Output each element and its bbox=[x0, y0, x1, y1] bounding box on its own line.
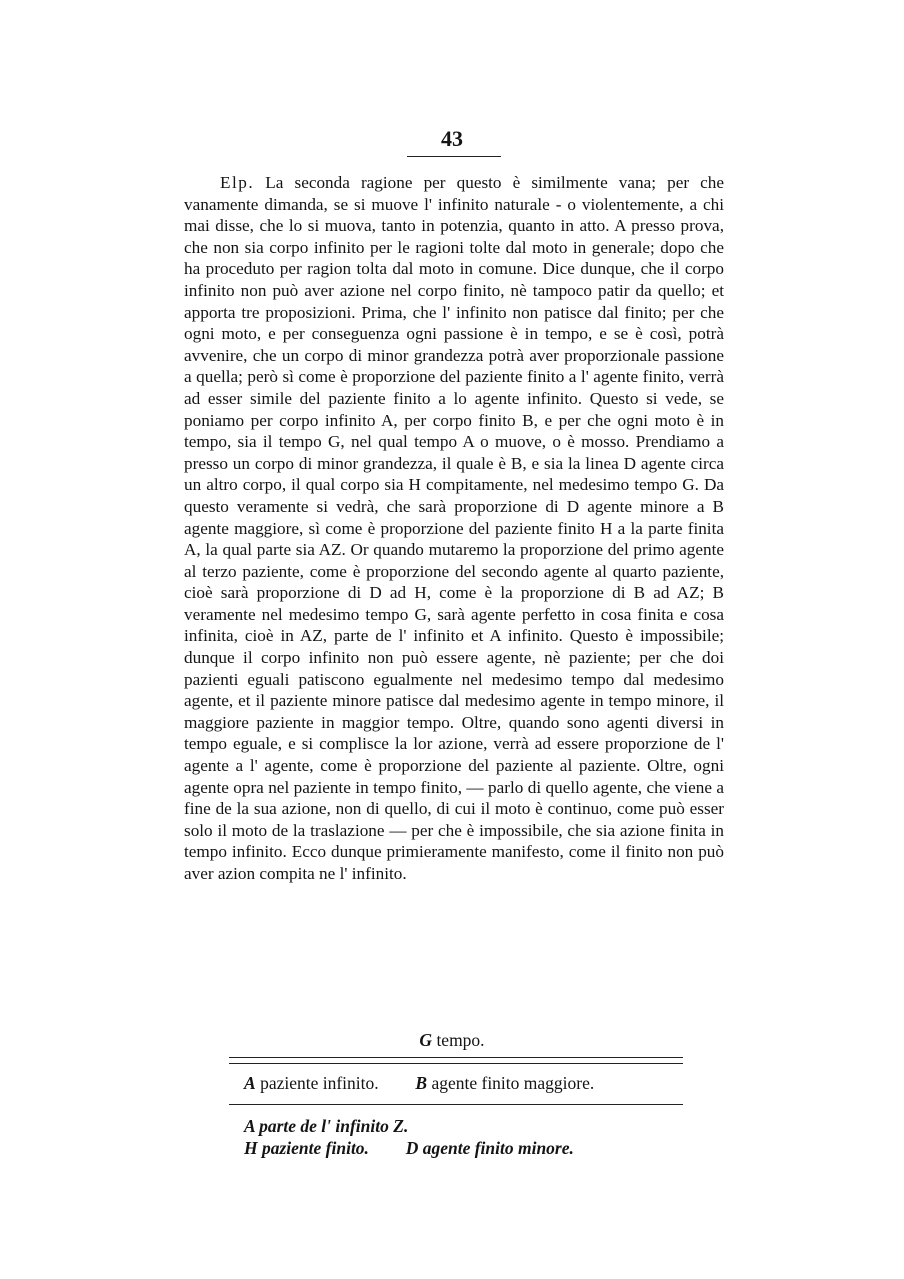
legend-a-letter: A bbox=[244, 1073, 256, 1093]
legend-b-letter: B bbox=[415, 1073, 428, 1093]
figure-row-3 bbox=[244, 1138, 684, 1159]
legend-a-text: paziente infinito. bbox=[260, 1073, 379, 1093]
caption-text: tempo. bbox=[436, 1030, 485, 1050]
figure-rule bbox=[229, 1104, 683, 1105]
legend-b-text: agente finito maggiore. bbox=[431, 1073, 595, 1093]
legend-az-text: A parte de l' infinito Z. bbox=[244, 1116, 409, 1136]
paragraph-text: La seconda ragione per questo è similmente vana; per che vanamente dimanda, se si muove l' infinito naturale - o violentemente, a chi mai disse, che lo si muova, tanto in potenzia, quanto in atto. A presso prova, che non sia corpo infinito per le ragioni tolte dal moto in generale; dopo che ha proceduto per ragion tolta dal moto in comune. Dice dunque, che il corpo infinito non può aver azione nel corpo finito, nè tampoco patir da quello; et apporta tre proposizioni. Prima, che l' infinito non patisce dal finito; per che ogni moto, e per conseguenza ogni passione è in tempo, e se è così, potrà avvenire, che un corpo di minor grandezza potrà aver proporzionale passione a quella; però sì come è proporzione del paziente finito a l' agente finito, verrà ad esser simile del paziente finito a lo agente infinito. Questo si vede, se poniamo per corpo infinito A, per corpo finito B, e per che ogni moto è in tempo, sia il tempo G, nel qual tempo A o muove, o è mosso. Prendiamo a presso un corpo di minor grandezza, il quale è B, e sia la linea D agente circa un altro corpo, il qual corpo sia H compitamente, nel medesimo tempo G. Da questo veramente si vedrà, che sarà proporzione di D agente minore a B agente maggiore, sì come è proporzione del paziente finito H a la parte finita A, la qual parte sia AZ. Or quando mutaremo la proporzione del primo agente al terzo paziente, come è proporzione del secondo agente al quarto paziente, cioè sarà proporzione di D ad H, come è la proporzione di B ad AZ; B veramente nel medesimo tempo G, sarà agente perfetto in cosa finita e cosa infinita, cioè in AZ, parte de l' infinito et A infinito. Questo è impossibile; dunque il corpo infinito non può essere agente, nè paziente; per che doi pazienti eguali patiscono egualmente nel medesimo tempo dal medesimo agente, et il paziente minore patisce dal medesimo agente in tempo minore, il maggiore paziente in maggior tempo. Oltre, quando sono agenti diversi in tempo eguale, e si complisce la lor azione, verrà ad essere proporzione de l' agente a l' agente, come è proporzione del paziente al paziente. Oltre, ogni agente opra nel paziente in tempo finito, — parlo di quello agente, che viene a fine de la sua azione, non di quello, di cui il moto è continuo, come può esser solo il moto de la traslazione — per che è impossibile, che sia azione finita in tempo infinito. Ecco dunque primieramente manifesto, come il finito non può aver azion compita ne l' infinito. bbox=[184, 173, 725, 883]
body-text bbox=[184, 172, 724, 885]
paragraph bbox=[184, 172, 724, 885]
caption-letter: G bbox=[419, 1030, 433, 1050]
figure-double-rule bbox=[229, 1057, 683, 1064]
figure-caption bbox=[0, 1030, 904, 1051]
legend-d-text: D agente finito minore. bbox=[405, 1138, 574, 1158]
speaker-label: Elp. bbox=[220, 173, 255, 192]
header-rule bbox=[407, 156, 501, 157]
figure-row-2 bbox=[244, 1116, 684, 1137]
legend-h-text: H paziente finito. bbox=[244, 1138, 369, 1158]
page-number: 43 bbox=[441, 126, 463, 151]
figure-row-1 bbox=[244, 1073, 684, 1094]
